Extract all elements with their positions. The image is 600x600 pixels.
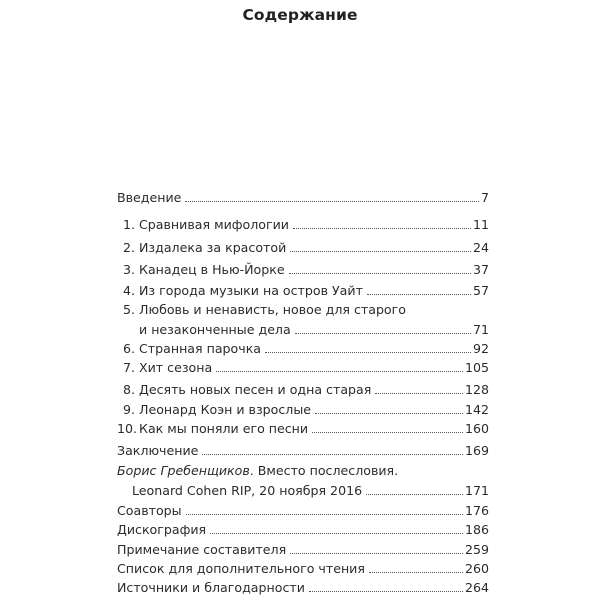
toc-page-number: 128 [464, 382, 489, 397]
toc-entry-title: Как мы поняли его песни [139, 421, 309, 436]
toc-page-number: 260 [464, 561, 489, 576]
dot-leader [289, 273, 471, 274]
toc-page-number: 92 [472, 341, 489, 356]
dot-leader [265, 352, 471, 353]
chapter-number: 8. [122, 382, 135, 397]
toc-entry-chapter-7[interactable] [117, 360, 489, 376]
toc-entry-title: Примечание составителя [117, 542, 287, 557]
toc-entry-reading-list[interactable] [117, 561, 489, 577]
afterword-author: Борис Гребенщиков [117, 463, 250, 478]
chapter-number: 1. [122, 217, 135, 232]
dot-leader [375, 393, 463, 394]
chapter-number: 6. [122, 341, 135, 356]
toc-page-number: 169 [464, 443, 489, 458]
dot-leader [312, 432, 463, 433]
toc-entry-afterword[interactable] [117, 463, 489, 479]
toc-page-number: 7 [480, 190, 489, 205]
toc-page-number: 259 [464, 542, 489, 557]
toc-page-number: 264 [464, 580, 489, 595]
toc-page-number: 186 [464, 522, 489, 537]
toc-entry-title: Хит сезона [139, 360, 213, 375]
toc-entry-title: Соавторы [117, 503, 182, 518]
dot-leader [290, 553, 463, 554]
toc-entry-title-continued: Leonard Cohen RIP, 20 ноября 2016 [132, 483, 363, 498]
toc-entry-title: Десять новых песен и одна старая [139, 382, 372, 397]
toc-page-number: 37 [472, 262, 489, 277]
toc-entry-chapter-5[interactable] [117, 302, 489, 318]
dot-leader [202, 454, 463, 455]
toc-entry-title: Любовь и ненависть, новое для старого [139, 302, 406, 317]
dot-leader [290, 251, 471, 252]
toc-entry-chapter-2[interactable] [117, 240, 489, 256]
chapter-number: 2. [122, 240, 135, 255]
toc-entry-afterword-continued[interactable] [132, 483, 489, 499]
chapter-number: 4. [122, 283, 135, 298]
toc-entry-title: Издалека за красотой [139, 240, 287, 255]
toc-entry-title: Сравнивая мифологии [139, 217, 289, 232]
dot-leader [186, 514, 463, 515]
toc-entry-coauthors[interactable] [117, 503, 489, 519]
toc-entry-intro[interactable] [117, 190, 489, 206]
toc-page-number: 71 [472, 322, 489, 337]
toc-entry-chapter-8[interactable] [117, 382, 489, 398]
chapter-number: 9. [122, 402, 135, 417]
toc-entry-title: Странная парочка [139, 341, 262, 356]
toc-entry-title: Дискография [117, 522, 207, 537]
toc-page-number: 24 [472, 240, 489, 255]
dot-leader [210, 533, 463, 534]
toc-entry-compiler-note[interactable] [117, 542, 489, 558]
toc-entry-chapter-9[interactable] [117, 402, 489, 418]
toc-page-number: 11 [472, 217, 489, 232]
chapter-number: 3. [122, 262, 135, 277]
dot-leader [315, 413, 463, 414]
dot-leader [309, 591, 463, 592]
dot-leader [216, 371, 463, 372]
page-title: Содержание [242, 6, 358, 24]
toc-page-number: 105 [464, 360, 489, 375]
toc-entry-chapter-4[interactable] [117, 283, 489, 299]
toc-entry-title: Канадец в Нью-Йорке [139, 262, 285, 277]
toc-entry-title: Заключение [117, 443, 199, 458]
dot-leader [185, 201, 479, 202]
toc-entry-chapter-10[interactable] [117, 421, 489, 437]
dot-leader [369, 572, 463, 573]
dot-leader [293, 228, 471, 229]
dot-leader [295, 333, 471, 334]
toc-entry-chapter-6[interactable] [117, 341, 489, 357]
toc-entry-discography[interactable] [117, 522, 489, 538]
toc-entry-chapter-5-continued[interactable] [139, 322, 489, 338]
toc-entry-title: . Вместо послесловия. [249, 463, 399, 478]
chapter-number: 7. [122, 360, 135, 375]
toc-entry-title: Источники и благодарности [117, 580, 305, 595]
toc-entry-title: Из города музыки на остров Уайт [139, 283, 363, 298]
toc-page-number: 142 [464, 402, 489, 417]
toc-entry-title: Введение [117, 190, 182, 205]
toc-entry-title: Список для дополнительного чтения [117, 561, 365, 576]
toc-entry-title: Леонард Коэн и взрослые [139, 402, 312, 417]
toc-entry-title-continued: и незаконченные дела [139, 322, 291, 337]
toc-entry-chapter-1[interactable] [117, 217, 489, 233]
dot-leader [367, 294, 471, 295]
toc-page-number: 176 [464, 503, 489, 518]
dot-leader [366, 494, 463, 495]
toc-page-number: 171 [464, 483, 489, 498]
toc-page-number: 160 [464, 421, 489, 436]
toc-entry-chapter-3[interactable] [117, 262, 489, 278]
toc-entry-sources[interactable] [117, 580, 489, 596]
chapter-number: 5. [122, 302, 135, 317]
chapter-number: 10. [117, 421, 138, 436]
toc-page-number: 57 [472, 283, 489, 298]
toc-entry-conclusion[interactable] [117, 443, 489, 459]
